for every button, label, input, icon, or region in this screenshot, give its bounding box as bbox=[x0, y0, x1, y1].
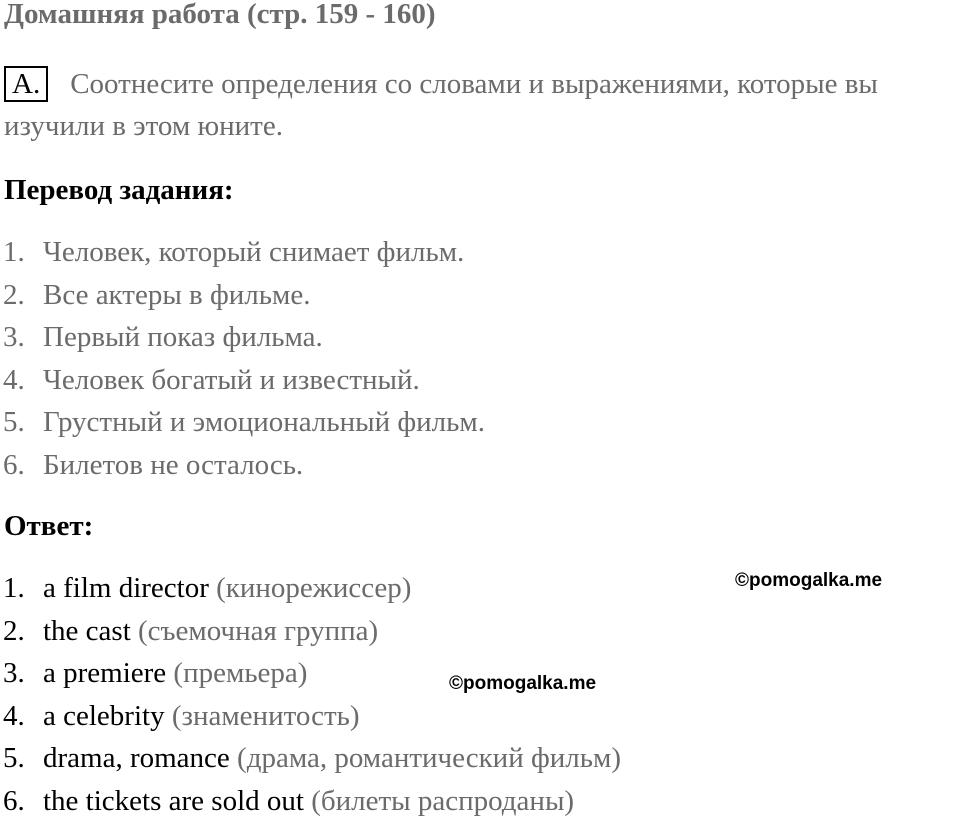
answer-russian: (съемочная группа) bbox=[138, 614, 379, 647]
item-text: Билетов не осталось. bbox=[43, 448, 304, 481]
item-number: 3. bbox=[3, 657, 25, 689]
item-text: Человек богатый и известный. bbox=[43, 363, 420, 396]
answer-russian: (знаменитость) bbox=[171, 699, 360, 732]
watermark: ©pomogalka.me bbox=[449, 673, 597, 694]
item-number: 2. bbox=[3, 614, 25, 647]
item-number: 4. bbox=[3, 699, 25, 732]
item-number: 4. bbox=[3, 363, 25, 396]
item-number: 1. bbox=[3, 572, 25, 604]
item-text: Человек, который снимает фильм. bbox=[43, 236, 465, 268]
answer-russian: (билеты распроданы) bbox=[311, 784, 575, 817]
item-number: 5. bbox=[3, 742, 25, 774]
item-text: Грустный и эмоциональный фильм. bbox=[43, 406, 485, 438]
answer-english: a celebrity bbox=[43, 699, 165, 732]
item-number: 2. bbox=[3, 278, 25, 311]
item-text: Первый показ фильма. bbox=[43, 321, 323, 353]
item-text: Все актеры в фильме. bbox=[43, 278, 311, 311]
page-title: Домашняя работа (стр. 159 - 160) bbox=[4, 0, 436, 30]
task-instruction-line-1 bbox=[4, 66, 878, 102]
answer-heading: Ответ: bbox=[4, 510, 94, 542]
answer-russian: (кинорежиссер) bbox=[216, 572, 412, 604]
item-number: 6. bbox=[3, 448, 25, 481]
task-letter-box: A. bbox=[4, 66, 48, 102]
translation-heading: Перевод задания: bbox=[4, 174, 234, 206]
answer-english: a premiere bbox=[43, 657, 167, 689]
task-instruction-text: Соотнесите определения со словами и выражениями, которые вы bbox=[70, 68, 878, 100]
item-number: 6. bbox=[3, 784, 25, 817]
answer-english: the tickets are sold out bbox=[43, 784, 304, 817]
item-number: 1. bbox=[3, 236, 25, 268]
item-number: 5. bbox=[3, 406, 25, 438]
answer-english: a film director bbox=[43, 572, 209, 604]
answer-english: the cast bbox=[43, 614, 131, 647]
answer-english: drama, romance bbox=[43, 742, 230, 774]
answer-russian: (драма, романтический фильм) bbox=[237, 742, 621, 774]
watermark: ©pomogalka.me bbox=[735, 570, 883, 591]
task-instruction-line-2: изучили в этом юните. bbox=[4, 110, 283, 142]
item-number: 3. bbox=[3, 321, 25, 353]
answer-russian: (премьера) bbox=[173, 657, 308, 689]
